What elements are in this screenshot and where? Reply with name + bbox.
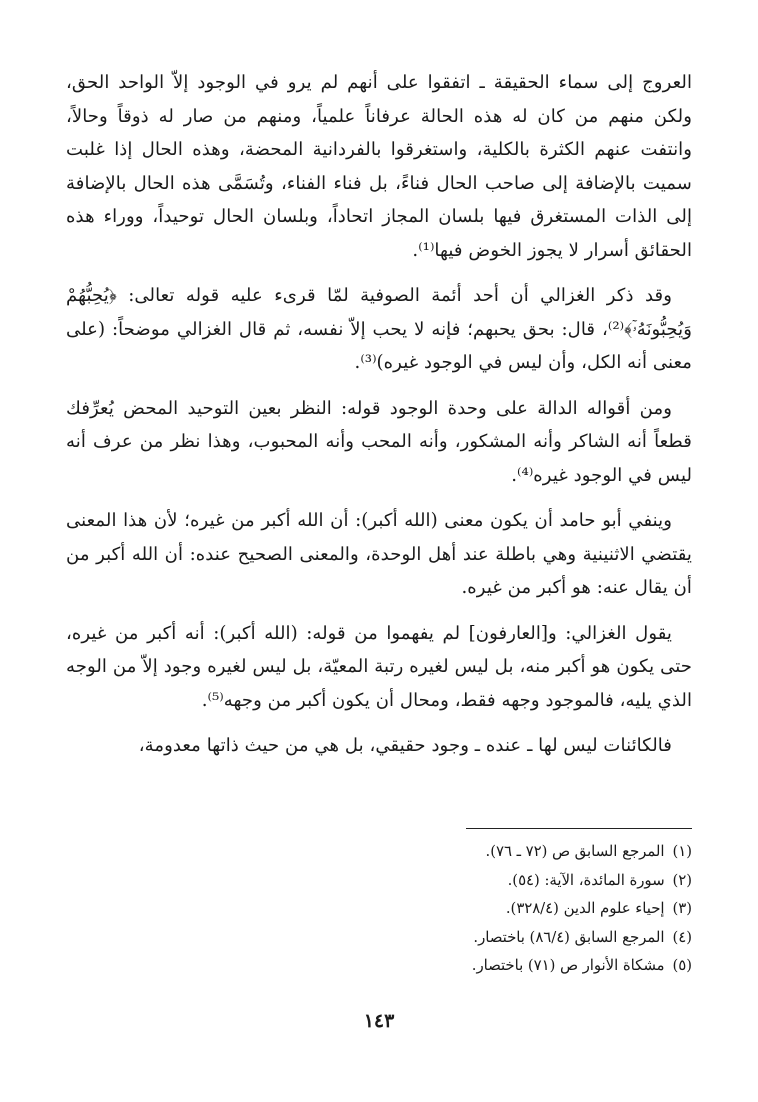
paragraph-4: وينفي أبو حامد أن يكون معنى (الله أكبر): أن الله أكبر من غيره؛ لأن هذا المعنى يقتضي الاثنينية وهي باطلة عند أهل الوحدة، والمعنى الصحيح عنده: أن الله أكبر من أن يقال عنه: هو أكبر من غيره. <box>66 510 692 598</box>
paragraph-1: العروج إلى سماء الحقيقة ـ اتفقوا على أنهم لم يرو في الوجود إلاّ الواحد الحق، ولكن منهم من كان له هذه الحالة عرفاناً علمياً، ومنهم من صار له ذوقاً وحالاً، وانتفت عنهم الكثرة بالكلية، واستغرقوا بالفردانية المحضة، وهذه الحال إذا غلبت سميت بالإضافة إلى صاحب الحال فناءً، بل فناء الفناء، وتُسَمَّى هذه الحال بالإضافة إلى الذات المستغرق فيها بلسان المجاز اتحاداً، وبلسان الحال توحيداً، ووراء هذه الحقائق أسرار لا يجوز الخوض فيها⁽¹⁾. <box>66 72 692 261</box>
footnote-3 <box>66 895 692 924</box>
paragraph-2: وقد ذكر الغزالي أن أحد أئمة الصوفية لمّا قرىء عليه قوله تعالى: ﴿يُحِبُّهُمْ وَيُحِبُّونَهُۥٓ﴾⁽²⁾، قال: بحق يحبهم؛ فإنه لا يحب إلاّ نفسه، ثم قال الغزالي موضحاً: (على معنى أنه الكل، وأن ليس في الوجود غيره)⁽³⁾. <box>66 285 692 373</box>
footnote-text: المرجع السابق ص (٧٢ ـ ٧٦). <box>485 843 665 860</box>
main-text <box>66 66 692 775</box>
footnote-4 <box>66 924 692 953</box>
footnote-separator <box>466 828 692 829</box>
footnote-1 <box>66 838 692 867</box>
footnote-text: إحياء علوم الدين (٣٢٨/٤). <box>505 900 665 917</box>
paragraph-3: ومن أقواله الدالة على وحدة الوجود قوله: النظر بعين التوحيد المحض يُعرِّفك قطعاً أنه الشاكر وأنه المشكور، وأنه المحب وأنه المحبوب، وهذا نظر من عرف أنه ليس في الوجود غيره⁽⁴⁾. <box>66 397 692 486</box>
footnote-number: (٤) <box>672 928 692 946</box>
footnote-2 <box>66 867 692 896</box>
footnote-number: (٣) <box>672 900 692 917</box>
footnote-number: (٥) <box>672 957 692 974</box>
paragraph-5: يقول الغزالي: و[العارفون] لم يفهموا من قوله: (الله أكبر): أنه أكبر من غيره، حتى يكون هو أكبر منه، بل ليس لغيره رتبة المعيّة، بل ليس لغيره وجود إلاّ من الوجه الذي يليه، فالموجود وجهه فقط، ومحال أن يكون أكبر من وجهه⁽⁵⁾. <box>66 622 692 711</box>
footnote-number: (٢) <box>672 871 692 889</box>
footnote-text: المرجع السابق (٨٦/٤) باختصار. <box>473 928 665 946</box>
page-number: ١٤٣ <box>363 1010 395 1032</box>
footnotes-list <box>66 838 692 981</box>
footnote-number: (١) <box>672 843 692 860</box>
footnote-text: سورة المائدة، الآية: (٥٤). <box>507 871 665 889</box>
paragraph-6: فالكائنات ليس لها ـ عنده ـ وجود حقيقي، بل هي من حيث ذاتها معدومة، <box>138 735 672 756</box>
footnote-5 <box>66 952 692 981</box>
footnote-text: مشكاة الأنوار ص (٧١) باختصار. <box>471 957 665 974</box>
